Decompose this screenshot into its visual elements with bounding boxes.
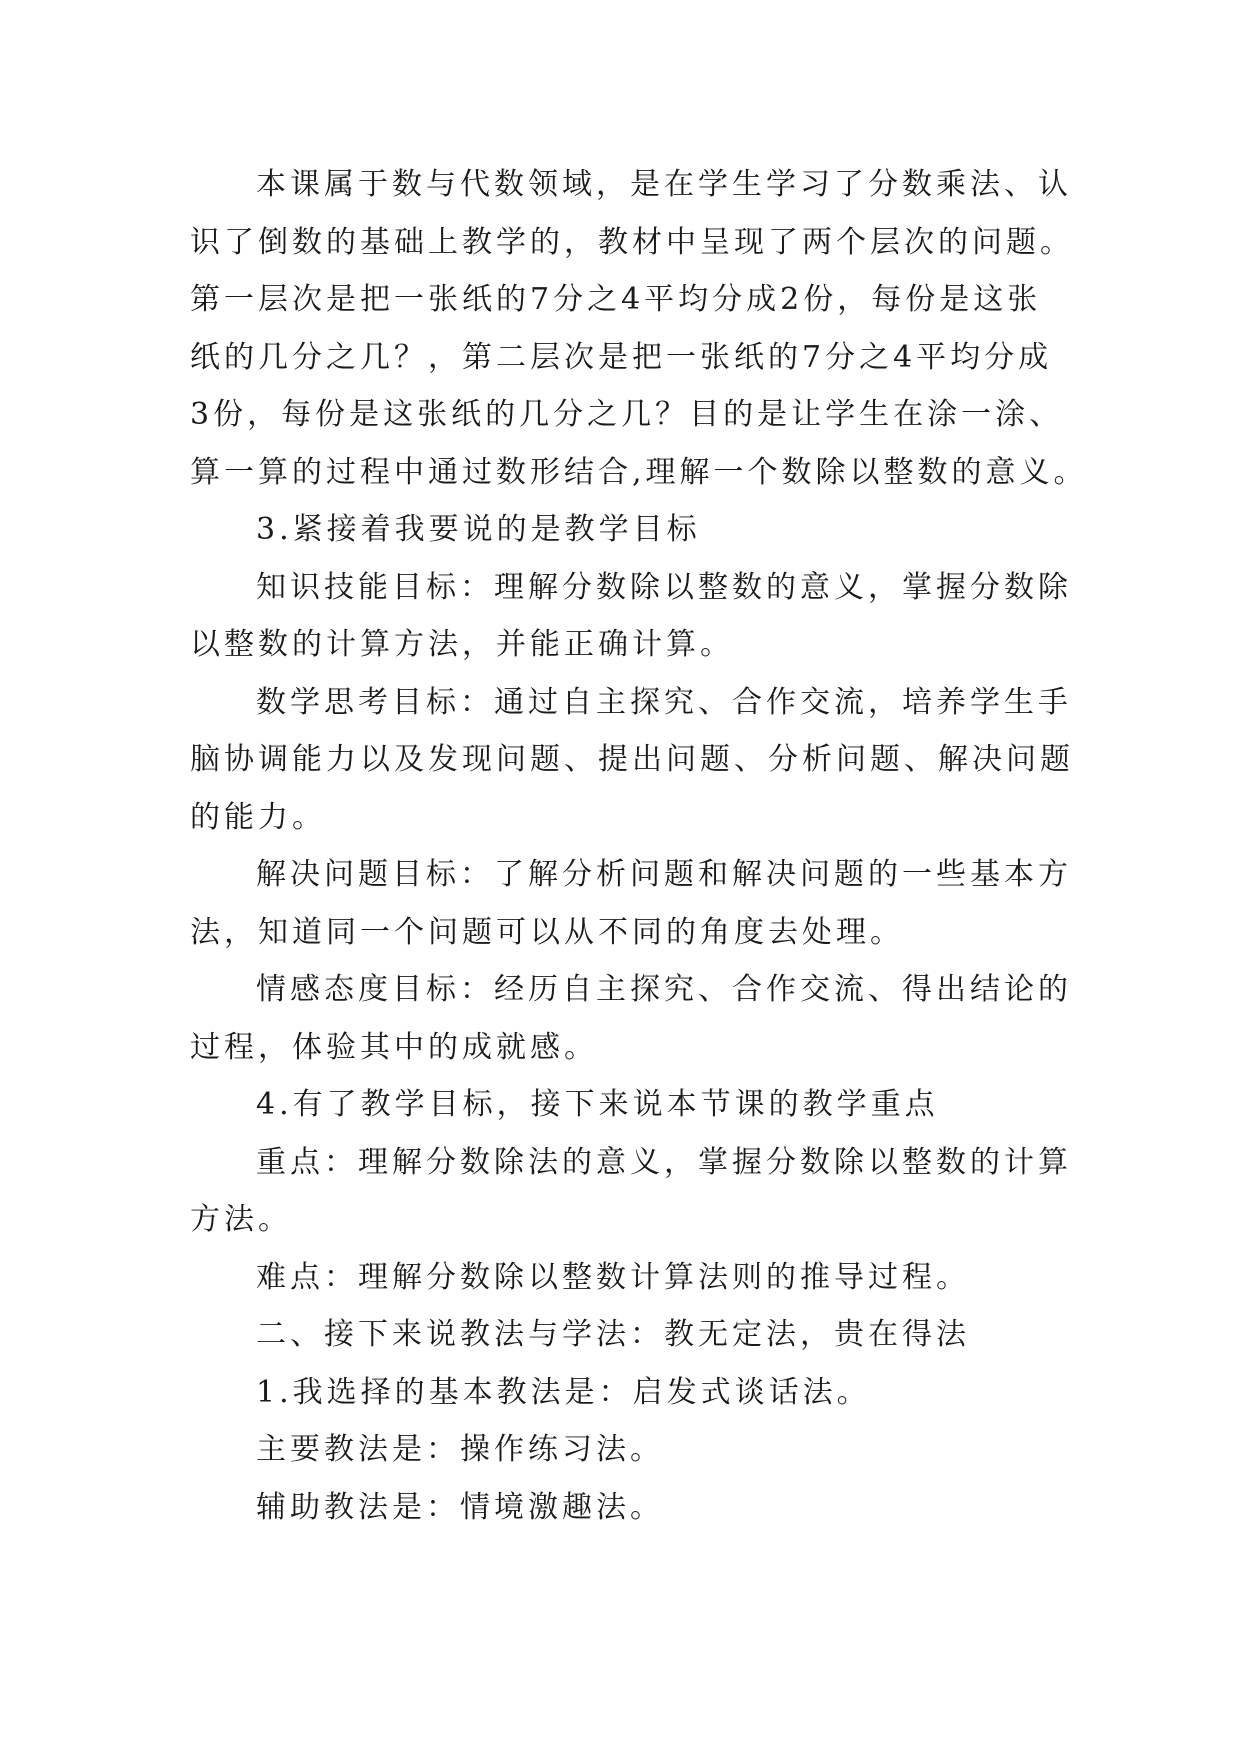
paragraph-line: 1.我选择的基本教法是：启发式谈话法。 — [256, 1375, 871, 1410]
paragraph-line: 情感态度目标：经历自主探究、合作交流、得出结论的 — [256, 972, 1072, 1007]
paragraph-line: 3.紧接着我要说的是教学目标 — [256, 512, 701, 547]
paragraph-line: 辅助教法是：情境激趣法。 — [256, 1490, 664, 1525]
paragraph-line: 以整数的计算方法，并能正确计算。 — [190, 627, 734, 662]
paragraph-line: 法，知道同一个问题可以从不同的角度去处理。 — [190, 915, 904, 950]
paragraph-line: 本课属于数与代数领域，是在学生学习了分数乘法、认 — [256, 167, 1072, 202]
paragraph-line: 数学思考目标：通过自主探究、合作交流，培养学生手 — [256, 685, 1072, 720]
paragraph-line: 的能力。 — [190, 800, 326, 835]
paragraph-line: 主要教法是：操作练习法。 — [256, 1432, 664, 1467]
paragraph-line: 过程，体验其中的成就感。 — [190, 1030, 598, 1065]
paragraph-line: 解决问题目标：了解分析问题和解决问题的一些基本方 — [256, 857, 1072, 892]
paragraph-line: 知识技能目标：理解分数除以整数的意义，掌握分数除 — [256, 570, 1072, 605]
paragraph-line: 重点：理解分数除法的意义，掌握分数除以整数的计算 — [256, 1145, 1072, 1180]
paragraph-line: 难点：理解分数除以整数计算法则的推导过程。 — [256, 1260, 970, 1295]
paragraph-line: 二、接下来说教法与学法：教无定法，贵在得法 — [256, 1317, 970, 1352]
paragraph-line: 方法。 — [190, 1202, 292, 1237]
paragraph-line: 识了倒数的基础上教学的，教材中呈现了两个层次的问题。 — [190, 225, 1074, 260]
paragraph-line: 纸的几分之几？，第二层次是把一张纸的7分之4平均分成 — [190, 340, 1053, 375]
paragraph-line: 算一算的过程中通过数形结合,理解一个数除以整数的意义。 — [190, 455, 1088, 490]
paragraph-line: 4.有了教学目标，接下来说本节课的教学重点 — [256, 1087, 939, 1122]
paragraph-line: 第一层次是把一张纸的7分之4平均分成2份，每份是这张 — [190, 282, 1042, 317]
paragraph-line: 脑协调能力以及发现问题、提出问题、分析问题、解决问题 — [190, 742, 1074, 777]
paragraph-line: 3份，每份是这张纸的几分之几？目的是让学生在涂一涂、 — [190, 397, 1064, 432]
